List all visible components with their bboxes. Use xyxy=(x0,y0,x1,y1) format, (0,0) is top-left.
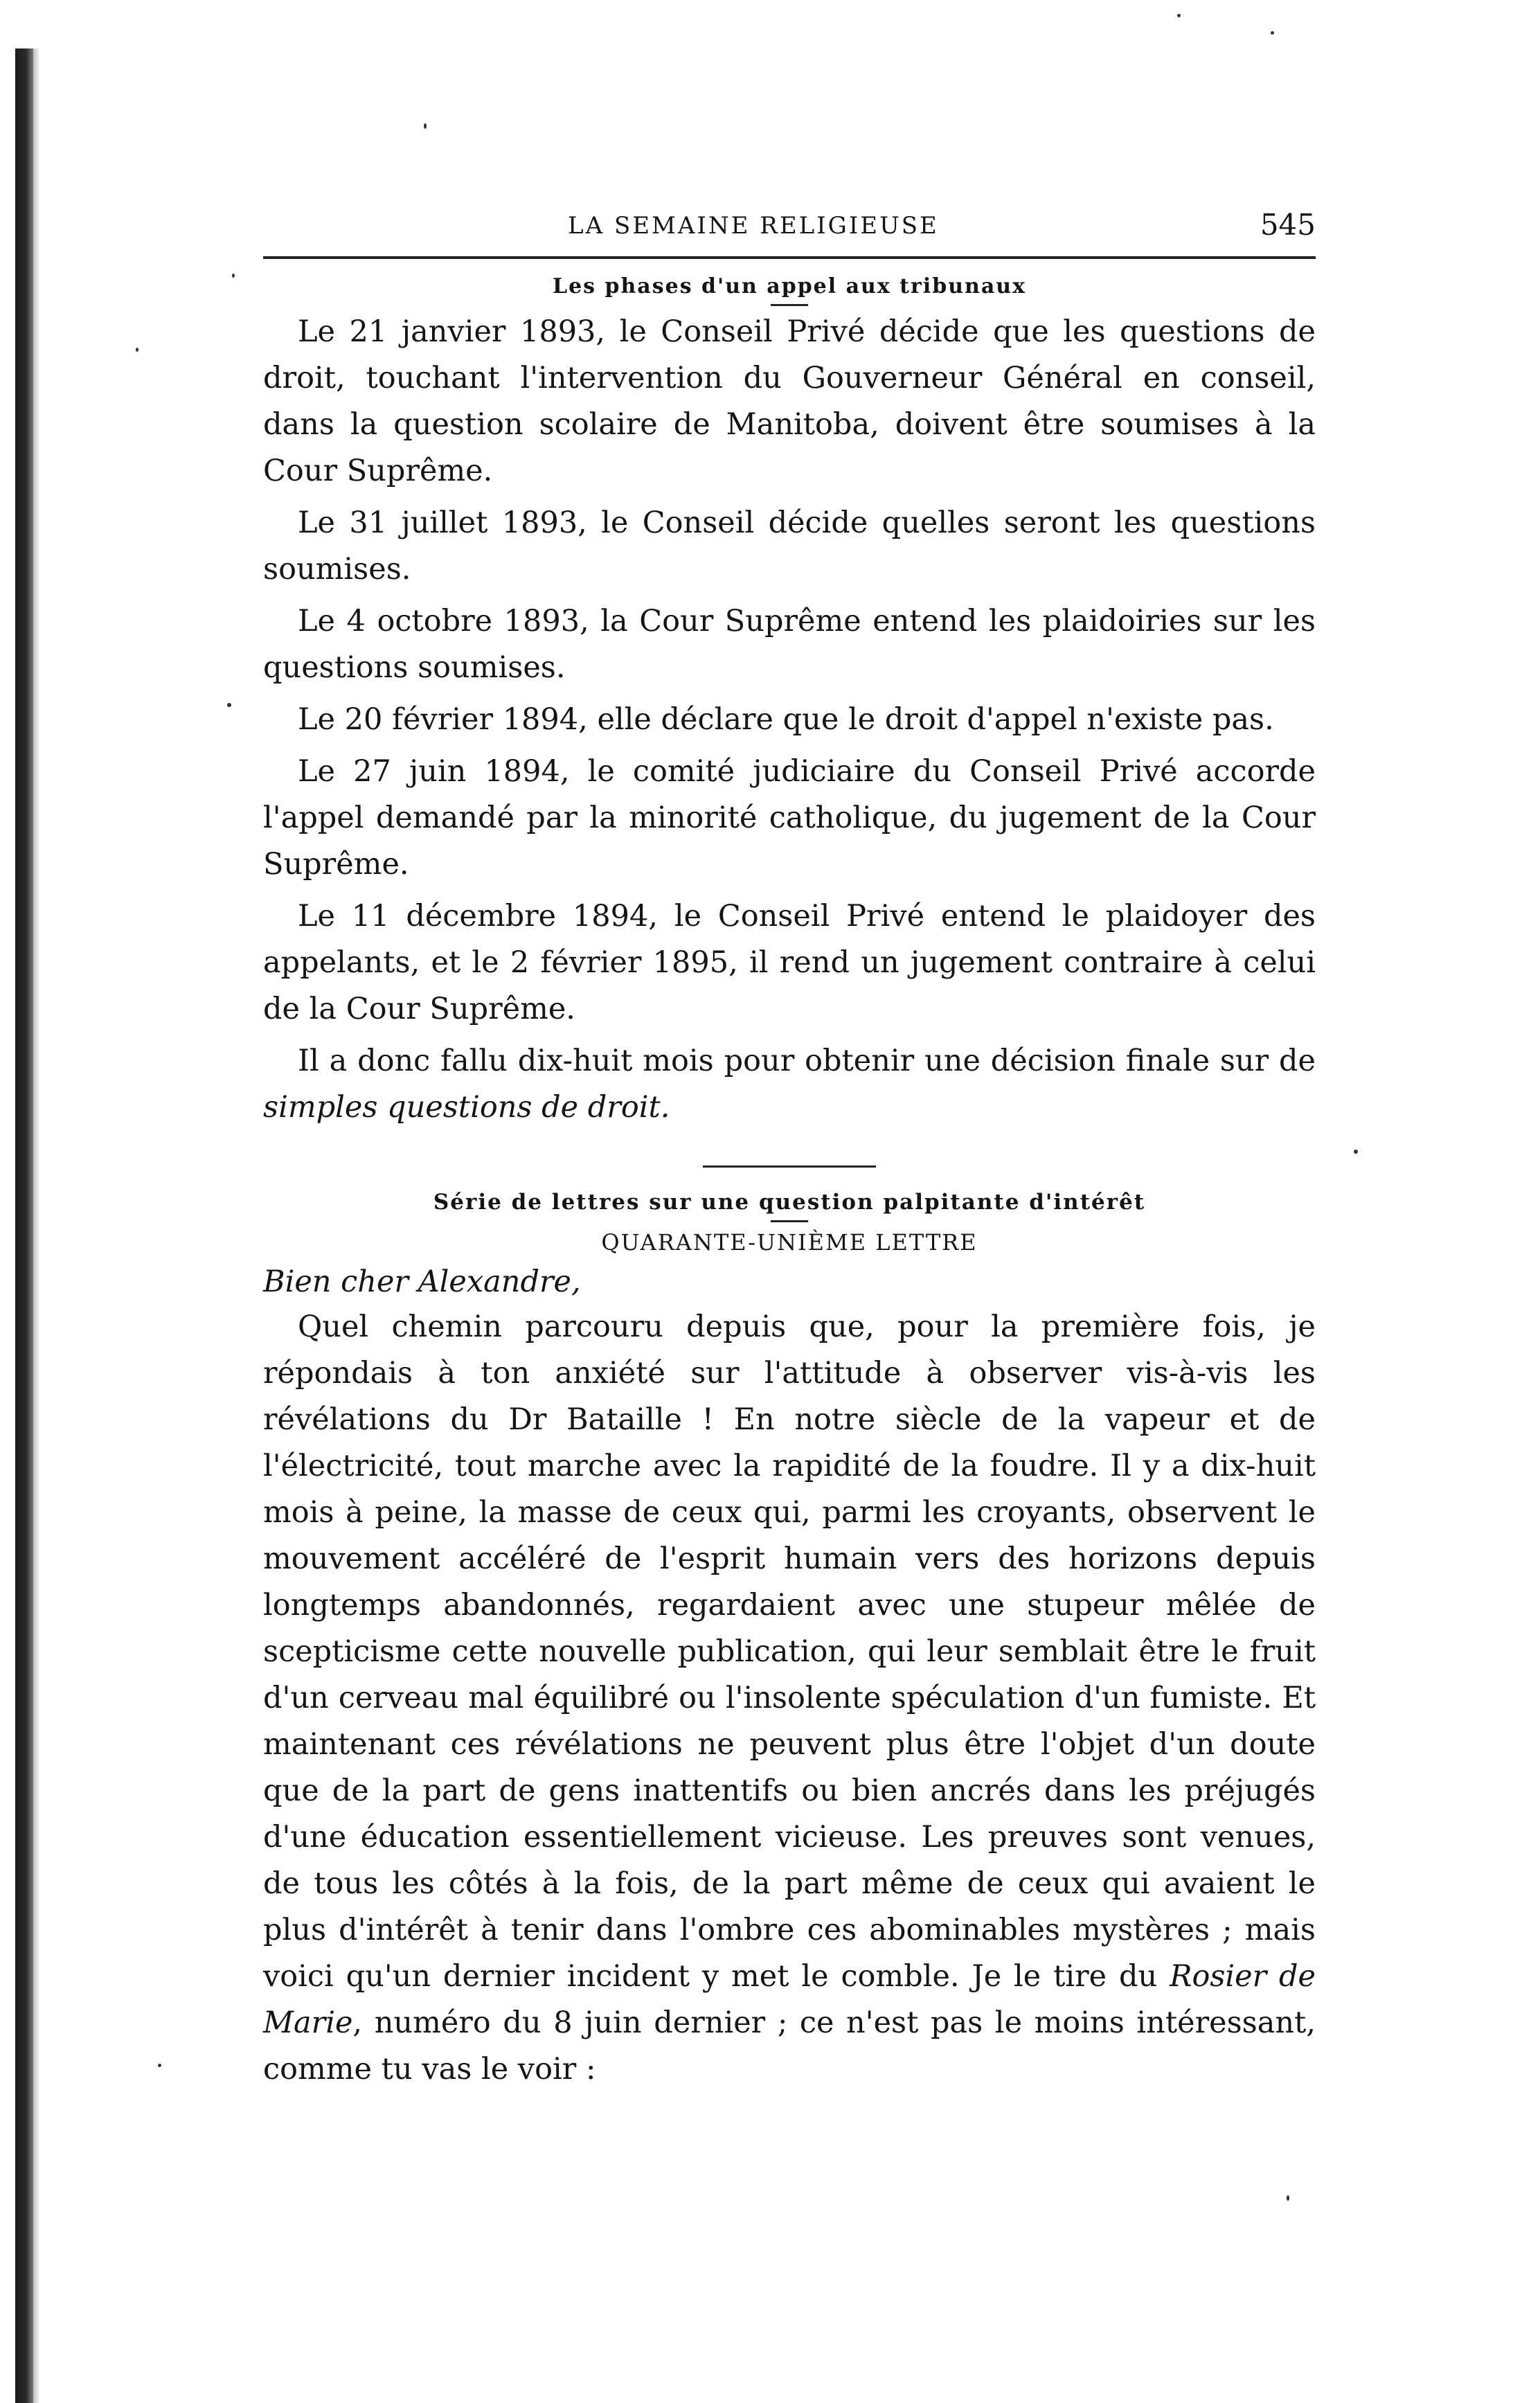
scan-speck xyxy=(1271,31,1274,35)
letter-title: QUARANTE-UNIÈME LETTRE xyxy=(601,1229,978,1256)
book-page xyxy=(263,208,1316,2093)
page-number: 545 xyxy=(1260,208,1316,242)
scan-speck xyxy=(1354,1150,1358,1154)
scan-speck xyxy=(1177,14,1181,17)
paragraph: Le 21 janvier 1893, le Conseil Privé décide que les questions de droit, touchant l'intervention du Gouverneur Général en conseil, dans la question scolaire de Manitoba, doivent être soumises à la Cour Suprême. xyxy=(263,314,1316,488)
running-title: LA SEMAINE RELIGIEUSE xyxy=(568,212,939,240)
scan-speck xyxy=(158,2064,161,2067)
paragraph: Le 31 juillet 1893, le Conseil décide quelles seront les questions soumises. xyxy=(263,506,1316,587)
conclusion-text: Il a donc fallu dix-huit mois pour obtenir une décision finale sur de xyxy=(298,1044,1316,1078)
paragraph: Le 11 décembre 1894, le Conseil Privé entend le plaidoyer des appelants, et le 2 février 1895, il rend un jugement contraire à celui de la Cour Suprême. xyxy=(263,899,1316,1026)
salutation: Bien cher Alexandre, xyxy=(263,1265,581,1299)
book-spine-shadow xyxy=(15,48,33,2403)
title-dash xyxy=(771,304,808,306)
paragraph: Le 20 février 1894, elle déclare que le droit d'appel n'existe pas. xyxy=(298,702,1274,737)
scan-speck xyxy=(424,123,427,129)
section-title: Les phases d'un appel aux tribunaux xyxy=(553,274,1026,298)
gutter-shadow xyxy=(33,48,40,2403)
letter-body xyxy=(263,1304,1316,2093)
conclusion-emphasis: simples questions de droit. xyxy=(263,1090,670,1125)
section-divider xyxy=(703,1165,876,1168)
letter-body-text: Quel chemin parcouru depuis que, pour la première fois, je répondais à ton anxiété sur l'attitude à observer vis-à-vis les révélations du Dr Bataille ! En notre siècle de la vapeur et de l'électricité, tout marche avec la rapidité de la foudre. Il y a dix-huit mois à peine, la masse de ceux qui, parmi les croyants, observent le mouvement accéléré de l'esprit humain vers des horizons depuis longtemps abandonnés, regardaient avec une stupeur mêlée de scepticisme cette nouvelle publication, qui leur semblait être le fruit d'un cerveau mal équilibré ou l'insolente spéculation d'un fumiste. Et maintenant ces révélations ne peuvent plus être l'objet d'un doute que de la part de gens inattentifs ou bien ancrés dans les préjugés d'une éducation essentiellement vicieuse. Les preuves sont venues, de tous les côtés à la fois, de la part même de ceux qui avaient le plus d'intérêt à tenir dans l'ombre ces abominables mystères ; mais voici qu'un dernier incident y met le comble. Je le tire du xyxy=(263,1310,1316,1994)
scan-speck xyxy=(232,274,235,278)
paragraph: Le 4 octobre 1893, la Cour Suprême entend les plaidoiries sur les questions soumises. xyxy=(263,604,1316,685)
publication-title: Rosier de Marie xyxy=(263,1959,1316,2040)
conclusion-paragraph xyxy=(263,1038,1316,1131)
running-header xyxy=(263,208,1316,249)
title-dash xyxy=(771,1220,808,1222)
series-title: Série de lettres sur une question palpitante d'intérêt xyxy=(433,1190,1146,1215)
paragraph: Le 27 juin 1894, le comité judiciaire du Conseil Privé accorde l'appel demandé par la minorité catholique, du jugement de la Cour Suprême. xyxy=(263,754,1316,882)
scan-speck xyxy=(1287,2195,1289,2201)
scan-speck xyxy=(227,703,231,707)
header-rule xyxy=(263,256,1316,259)
scan-speck xyxy=(136,348,138,352)
letter-body-end: , numéro du 8 juin dernier ; ce n'est pas le moins intéressant, comme tu vas le voir : xyxy=(263,2006,1316,2087)
